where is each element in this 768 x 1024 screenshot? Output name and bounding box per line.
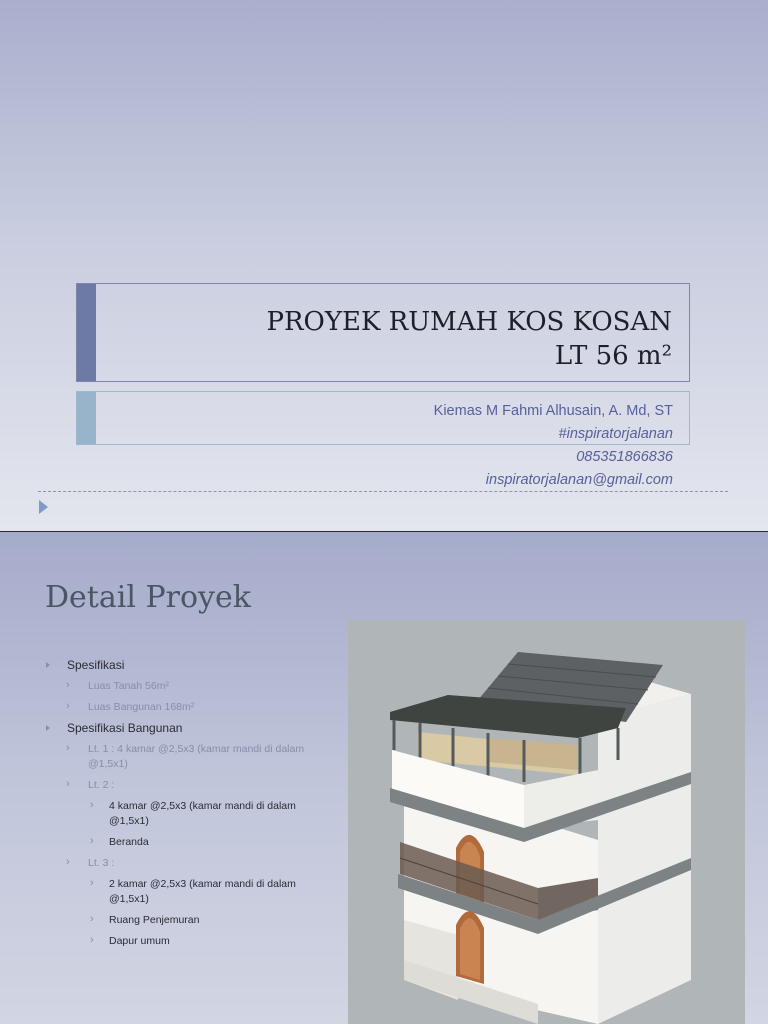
title-line-1: PROYEK RUMAH KOS KOSAN (266, 307, 672, 337)
bullet-level-3: › Dapur umum (46, 934, 336, 949)
building-render-image (348, 620, 745, 1024)
play-arrow-icon (39, 500, 48, 514)
slide-title: Detail Proyek (45, 580, 251, 615)
slide-title (266, 305, 672, 373)
bullet-level-1: Spesifikasi Bangunan (46, 721, 336, 735)
bullet-level-3: › Beranda (46, 835, 336, 850)
subtitle (434, 400, 673, 492)
bullet-level-3: › Ruang Penjemuran (46, 913, 336, 928)
bullet-level-3: › 4 kamar @2,5x3 (kamar mandi di dalam @1,5x1) (46, 799, 336, 829)
detail-slide (0, 532, 768, 1024)
bullet-level-3: › 2 kamar @2,5x3 (kamar mandi di dalam @1,5x1) (46, 877, 336, 907)
email-address: inspiratorjalanan@gmail.com (485, 472, 673, 488)
bullet-list (46, 658, 336, 955)
title-line-2: LT 56 m² (554, 341, 672, 371)
title-accent-bar (77, 284, 96, 381)
author-name: Kiemas M Fahmi Alhusain, A. Md, ST (433, 403, 673, 419)
bullet-level-2: › Lt. 2 : (46, 778, 336, 793)
subtitle-accent-bar (77, 392, 96, 444)
hashtag: #inspiratorjalanan (558, 426, 673, 442)
bullet-level-2: › Luas Bangunan 168m² (46, 700, 336, 715)
bullet-level-2: › Lt. 1 : 4 kamar @2,5x3 (kamar mandi di dalam @1,5x1) (46, 742, 336, 772)
bullet-level-1: Spesifikasi (46, 658, 336, 672)
divider-line (38, 491, 728, 492)
bullet-level-2: › Luas Tanah 56m² (46, 679, 336, 694)
phone-number: 085351866836 (576, 449, 673, 465)
bullet-level-2: › Lt. 3 : (46, 856, 336, 871)
